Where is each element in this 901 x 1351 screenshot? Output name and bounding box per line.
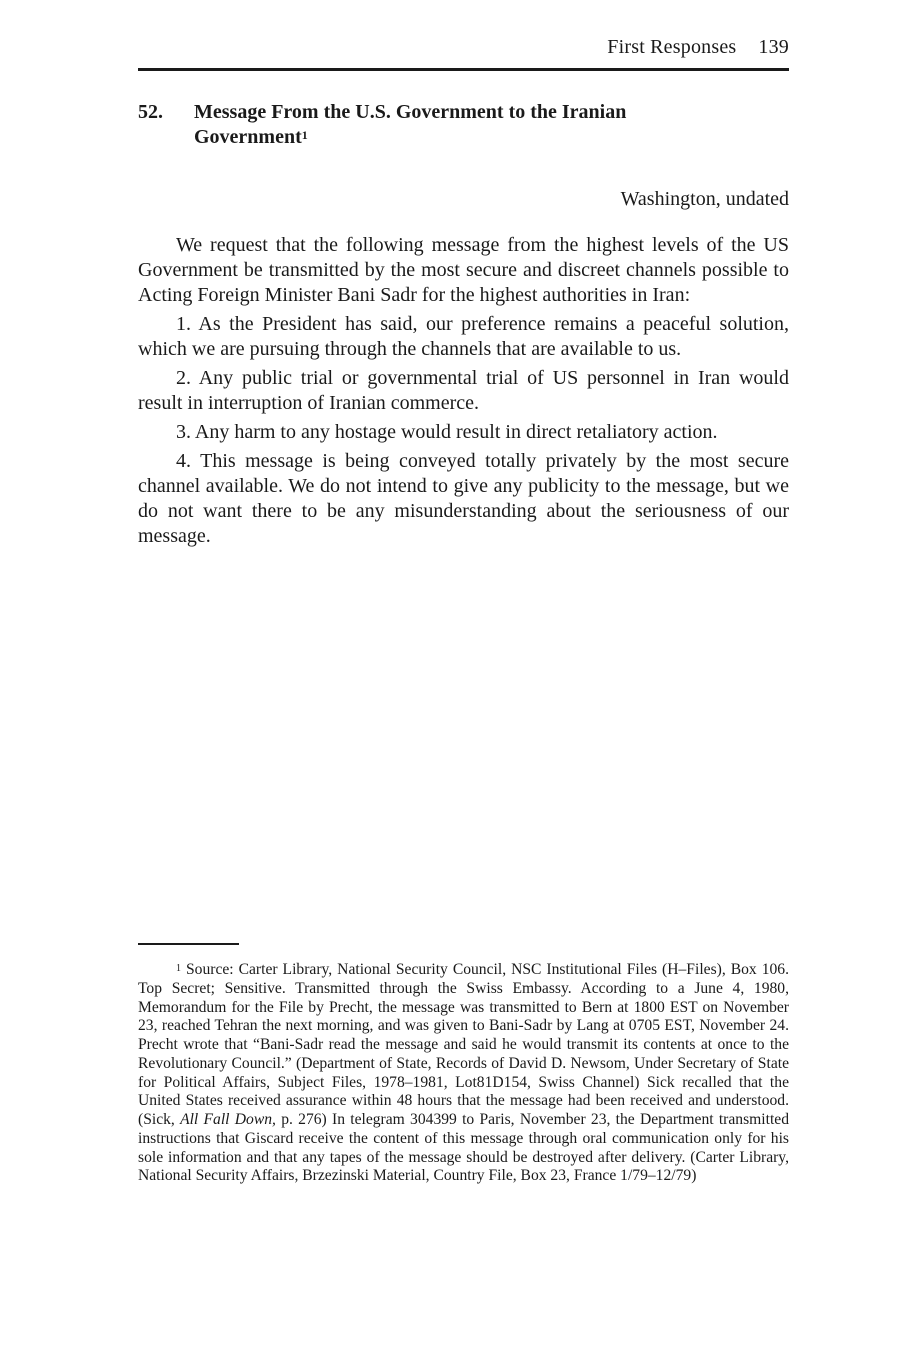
footnote-book-title: All Fall Down,	[180, 1111, 276, 1128]
body-paragraph: We request that the following message from the highest levels of the US Government be transmitted by the most secure and discreet channels possible to Acting Foreign Minister Bani Sadr for the highest authorities in Iran:	[138, 234, 789, 306]
footnote	[138, 961, 789, 1186]
body-paragraph: 2. Any public trial or governmental trial of US personnel in Iran would result in interruption of Iranian commerce.	[138, 367, 789, 414]
page-number: 139	[758, 36, 789, 58]
document-title-text: Message From the U.S. Government to the Iranian Government	[194, 101, 627, 148]
running-head	[607, 36, 789, 59]
body-paragraph: 4. This message is being conveyed totally privately by the most secure channel available. We do not intend to give any publicity to the message, but we do not want there to be any misunderstanding about the seriousness of our message.	[138, 450, 789, 547]
footnote-marker: 1	[176, 963, 181, 974]
document-title	[194, 100, 714, 150]
running-head-section-title: First Responses	[607, 36, 737, 58]
footnote-text-before: Source: Carter Library, National Security Council, NSC Institutional Files (H–Files), Box 106. Top Secret; Sensitive. Transmitted through the Swiss Embassy. According to a June 4, 1980, Memorandum for the File by Precht, the message was transmitted to Bern at 1800 EST on November 23, reached Tehran the next morning, and was given to Bani-Sadr by Lang at 0705 EST, November 24. Precht wrote that “Bani-Sadr read the message and said he would transmit its contents at once to the Revolutionary Council.” (Department of State, Records of David D. Newsom, Under Secretary of State for Political Affairs, Subject Files, 1978–1981, Lot81D154, Swiss Channel) Sick recalled that the United States received assurance within 48 hours that the message had been received and understood. (Sick,	[138, 961, 789, 1128]
document-number: 52.	[138, 101, 163, 123]
message-body	[138, 233, 789, 553]
header-rule	[138, 68, 789, 71]
dateline: Washington, undated	[620, 188, 789, 210]
footnote-reference[interactable]: 1	[301, 128, 308, 142]
footnote-text-after: p. 276) In telegram 304399 to Paris, November 23, the Department transmitted instructions that Giscard receive the content of this message through oral communication only for his sole information and that any tapes of the message should be destroyed after delivery. (Carter Library, National Security Affairs, Brzezinski Material, Country File, Box 23, France 1/79–12/79)	[138, 1111, 789, 1185]
body-paragraph: 3. Any harm to any hostage would result in direct retaliatory action.	[176, 421, 718, 443]
body-paragraph: 1. As the President has said, our preference remains a peaceful solution, which we are pursuing through the channels that are available to us.	[138, 313, 789, 360]
footnote-rule	[138, 943, 239, 945]
